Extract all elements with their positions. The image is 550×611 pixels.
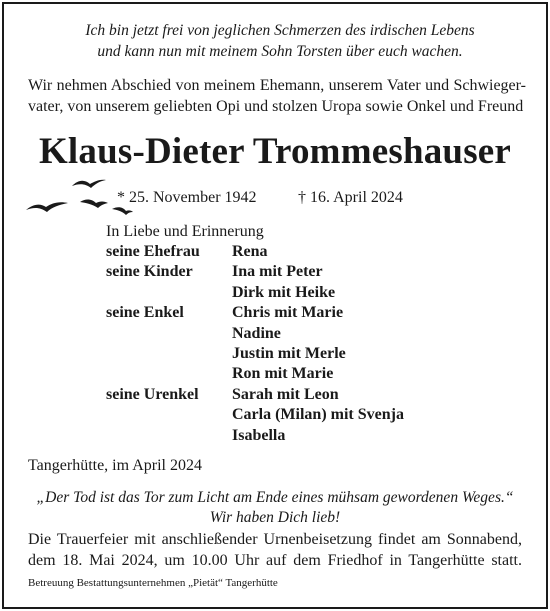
mourner-relation: seine Urenkel — [106, 385, 199, 403]
service-line: dem 18. Mai 2024, um 10.00 Uhr auf dem Friedhof in Tangerhütte statt. — [28, 551, 522, 569]
closing-quote-line: Wir haben Dich lieb! — [209, 509, 341, 526]
bird-shape — [80, 199, 108, 208]
farewell-line: vater, von unserem geliebten Opi und stolzen Uropa sowie Onkel und Freund — [28, 98, 524, 115]
place-and-date: Tangerhütte, im April 2024 — [28, 457, 202, 474]
mourner-names: Carla (Milan) mit Svenja — [232, 406, 404, 424]
intro-quote-line: und kann nun mit meinem Sohn Torsten über euch wachen. — [97, 43, 463, 60]
mourner-names: Ina mit Peter — [232, 263, 323, 281]
mourner-names: Isabella — [232, 426, 286, 444]
mourner-names: Rena — [232, 243, 268, 260]
undertaker-note: Betreuung Bestattungsunternehmen „Pietät“ Tangerhütte — [28, 577, 278, 589]
farewell-text — [28, 75, 526, 117]
closing-quote-line: „Der Tod ist das Tor zum Licht am Ende eines mühsam gewordenen Weges.“ — [36, 489, 514, 506]
mourner-relation: seine Kinder — [106, 263, 193, 281]
remembrance-line: In Liebe und Erinnerung — [106, 223, 264, 240]
bird-shape — [72, 180, 106, 188]
closing-quote — [0, 488, 550, 528]
deceased-name: Klaus-Dieter Trommeshauser — [38, 131, 512, 172]
birth-date: * 25. November 1942 — [117, 189, 257, 206]
mourner-names: Sarah mit Leon — [232, 385, 339, 403]
farewell-line: Wir nehmen Abschied von meinem Ehemann, unserem Vater und Schwieger- — [28, 77, 526, 94]
death-date: † 16. April 2024 — [298, 189, 403, 206]
bird-shape — [26, 202, 68, 212]
intro-quote — [0, 20, 546, 62]
intro-quote-line: Ich bin jetzt frei von jeglichen Schmerzen des irdischen Lebens — [85, 22, 475, 39]
bird-shape — [112, 207, 133, 215]
service-announcement — [28, 530, 522, 571]
mourner-names: Dirk mit Heike — [232, 283, 336, 301]
mourner-names: Justin mit Merle — [232, 344, 346, 362]
mourner-relation: seine Ehefrau — [106, 243, 200, 260]
service-line: Die Trauerfeier mit anschließender Urnenbeisetzung findet am Sonnabend, — [28, 531, 522, 548]
mourner-names: Nadine — [232, 324, 281, 342]
mourner-names: Chris mit Marie — [232, 304, 344, 322]
mourner-relation: seine Enkel — [106, 304, 184, 322]
mourner-names: Ron mit Marie — [232, 365, 334, 383]
